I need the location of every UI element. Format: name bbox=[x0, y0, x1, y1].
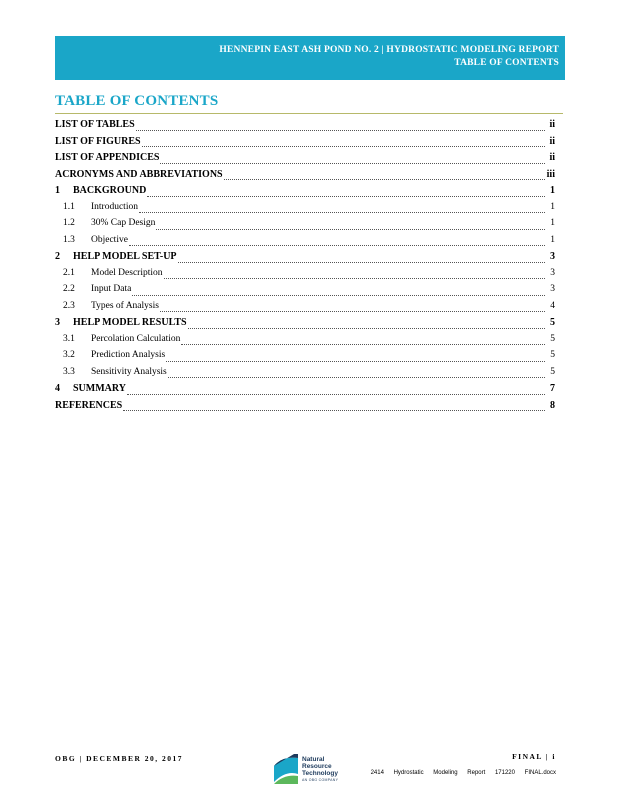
logo-line-2: Resource bbox=[302, 763, 332, 770]
toc-dot-leader bbox=[160, 310, 545, 312]
toc-entry[interactable] bbox=[55, 185, 555, 202]
toc-dot-leader bbox=[123, 409, 545, 411]
toc-entry[interactable] bbox=[55, 136, 555, 153]
toc-page-number: 3 bbox=[550, 267, 555, 278]
toc-entry[interactable] bbox=[55, 334, 555, 351]
logo-subtitle: AN OBG COMPANY bbox=[302, 778, 339, 782]
toc-entry-label: REFERENCES bbox=[55, 399, 123, 411]
toc-dot-leader bbox=[188, 327, 545, 329]
toc-entry-label: ACRONYMS AND ABBREVIATIONS bbox=[55, 168, 223, 180]
toc-entry[interactable] bbox=[55, 218, 555, 235]
toc-entry-number: 1.3 bbox=[63, 234, 75, 245]
toc-dot-leader bbox=[139, 211, 545, 213]
toc-page-number: 5 bbox=[550, 317, 555, 328]
toc-entry-number: 3.3 bbox=[63, 366, 75, 377]
toc-entry-number: 2.3 bbox=[63, 300, 75, 311]
report-title: HENNEPIN EAST ASH POND NO. 2 | HYDROSTATIC MODELING REPORT bbox=[219, 45, 559, 55]
toc-entry-number: 2.1 bbox=[63, 267, 75, 278]
toc-page-number: 1 bbox=[550, 218, 555, 228]
toc-dot-leader bbox=[178, 261, 545, 263]
toc-entry[interactable] bbox=[55, 169, 555, 186]
logo-line-3: Technology bbox=[302, 770, 338, 777]
toc-dot-leader bbox=[166, 360, 545, 362]
toc-dot-leader bbox=[129, 244, 545, 246]
toc-dot-leader bbox=[127, 393, 545, 395]
toc-entry-label: Objective bbox=[91, 234, 128, 245]
toc-page-number: 7 bbox=[550, 383, 555, 394]
title-divider bbox=[55, 113, 563, 114]
toc-entry-label: Sensitivity Analysis bbox=[91, 366, 167, 377]
toc-entry-number: 2.2 bbox=[63, 284, 75, 294]
toc-entry-number: 4 bbox=[55, 383, 60, 394]
toc-entry-label: Types of Analysis bbox=[91, 300, 159, 311]
toc-dot-leader bbox=[147, 195, 545, 197]
toc-page-number: 3 bbox=[550, 284, 555, 294]
toc-page-number: 8 bbox=[550, 399, 555, 411]
toc-entry[interactable] bbox=[55, 400, 555, 417]
toc-entry[interactable] bbox=[55, 367, 555, 384]
toc-entry-label: Model Description bbox=[91, 267, 163, 278]
toc-entry[interactable] bbox=[55, 202, 555, 219]
toc-entry-label: SUMMARY bbox=[73, 383, 126, 394]
toc-page-number: 1 bbox=[550, 234, 555, 245]
toc-page-number: ii bbox=[549, 135, 555, 147]
section-title: TABLE OF CONTENTS bbox=[454, 58, 559, 68]
toc-entry[interactable] bbox=[55, 301, 555, 318]
toc-entry[interactable] bbox=[55, 235, 555, 252]
toc-entry-label: Percolation Calculation bbox=[91, 333, 181, 344]
toc-page-number: 1 bbox=[550, 185, 555, 196]
toc-entry-label: Introduction bbox=[91, 201, 138, 212]
toc-dot-leader bbox=[156, 228, 545, 230]
toc-entry[interactable] bbox=[55, 268, 555, 285]
toc-page-number: 1 bbox=[550, 201, 555, 212]
toc-entry-number: 1 bbox=[55, 185, 60, 196]
toc-entry-number: 1.1 bbox=[63, 201, 75, 212]
toc-entry[interactable] bbox=[55, 317, 555, 334]
footer-status-page: FINAL | i bbox=[512, 752, 556, 761]
toc-entry-number: 2 bbox=[55, 251, 60, 262]
toc-entry[interactable] bbox=[55, 251, 555, 268]
toc-entry[interactable] bbox=[55, 350, 555, 367]
toc-entry-label: LIST OF TABLES bbox=[55, 119, 135, 130]
toc-page-number: ii bbox=[549, 152, 555, 163]
toc-page-number: 5 bbox=[550, 366, 555, 377]
header-band bbox=[55, 36, 565, 80]
toc-entry-label: LIST OF APPENDICES bbox=[55, 152, 160, 163]
toc-entry-label: HELP MODEL RESULTS bbox=[73, 317, 187, 328]
toc-dot-leader bbox=[160, 162, 545, 164]
toc-page-number: 4 bbox=[550, 300, 555, 311]
company-logo bbox=[272, 752, 362, 788]
toc-page-number: 5 bbox=[550, 333, 555, 344]
toc-dot-leader bbox=[168, 376, 545, 378]
logo-line-1: Natural bbox=[302, 756, 325, 763]
toc-dot-leader bbox=[164, 277, 545, 279]
toc-entry-number: 3.2 bbox=[63, 350, 75, 360]
toc-dot-leader bbox=[142, 145, 545, 147]
toc-dot-leader bbox=[136, 129, 545, 131]
toc-entry[interactable] bbox=[55, 152, 555, 169]
toc-entry-label: Input Data bbox=[91, 284, 132, 294]
footer-date: OBG | DECEMBER 20, 2017 bbox=[55, 754, 184, 763]
toc-entry-number: 3 bbox=[55, 317, 60, 328]
toc-dot-leader bbox=[181, 343, 545, 345]
toc-entry-number: 3.1 bbox=[63, 333, 75, 344]
toc-entry-number: 1.2 bbox=[63, 218, 75, 228]
footer-filename: 2414 Hydrostatic Modeling Report 171220 FINAL.docx bbox=[370, 770, 556, 776]
toc-page-number: ii bbox=[549, 119, 555, 130]
toc-entry[interactable] bbox=[55, 119, 555, 136]
toc-entry-label: HELP MODEL SET-UP bbox=[73, 251, 177, 262]
toc-dot-leader bbox=[132, 294, 545, 296]
toc-page-number: iii bbox=[546, 168, 555, 180]
toc-entry-label: LIST OF FIGURES bbox=[55, 135, 141, 147]
toc-entry-label: BACKGROUND bbox=[73, 185, 147, 196]
toc-entry-label: 30% Cap Design bbox=[91, 218, 156, 228]
toc-list bbox=[55, 119, 555, 416]
toc-entry[interactable] bbox=[55, 383, 555, 400]
page-title: TABLE OF CONTENTS bbox=[55, 93, 219, 109]
toc-dot-leader bbox=[224, 178, 545, 180]
toc-page-number: 5 bbox=[550, 350, 555, 360]
logo-mark-icon bbox=[272, 752, 300, 786]
toc-entry[interactable] bbox=[55, 284, 555, 301]
toc-entry-label: Prediction Analysis bbox=[91, 350, 166, 360]
toc-page-number: 3 bbox=[550, 251, 555, 262]
